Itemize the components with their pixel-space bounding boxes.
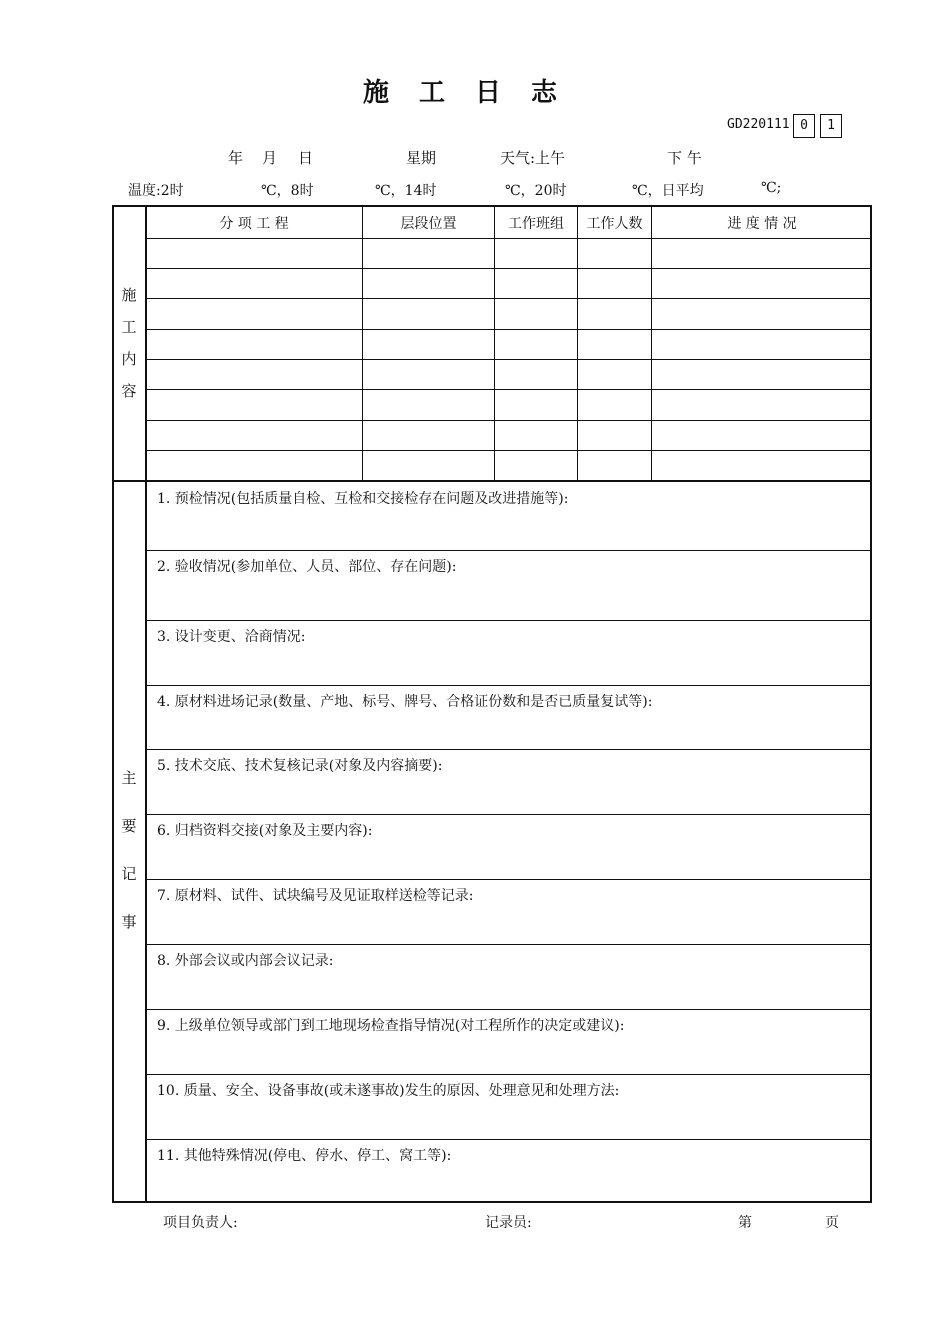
construction-side-label: 施 工 内 容: [121, 286, 137, 400]
column-header-progress: 进 度 情 况: [727, 216, 797, 232]
temp-2h: ℃，8时: [261, 183, 314, 199]
table-row-line: [146, 329, 872, 330]
record-item-7: 7. 原材料、试件、试块编号及见证取样送检等记录:: [157, 888, 474, 904]
record-item-3: 3. 设计变更、洽商情况:: [157, 629, 306, 645]
recorder-label: 记录员:: [485, 1215, 532, 1231]
record-divider: [146, 1139, 872, 1140]
table-row-line: [146, 298, 872, 299]
table-row-line: [146, 359, 872, 360]
table-row-line: [146, 389, 872, 390]
temp-20h: ℃，日平均: [632, 183, 704, 199]
table-row-line: [146, 450, 872, 451]
form-code: GD220111: [727, 117, 790, 132]
record-divider: [146, 620, 872, 621]
record-item-6: 6. 归档资料交接(对象及主要内容):: [157, 823, 373, 839]
record-divider: [146, 749, 872, 750]
record-item-8: 8. 外部会议或内部会议记录:: [157, 953, 334, 969]
record-divider: [146, 685, 872, 686]
weather-pm-label: 下 午: [667, 149, 702, 167]
page-suffix: 页: [825, 1215, 839, 1231]
day-label: 日: [298, 149, 314, 167]
section-divider: [112, 480, 872, 482]
column-divider: [362, 205, 363, 480]
column-header-location: 层段位置: [400, 216, 457, 232]
record-divider: [146, 1009, 872, 1010]
record-item-10: 10. 质量、安全、设备事故(或未遂事故)发生的原因、处理意见和处理方法:: [157, 1083, 620, 1099]
month-label: 月: [262, 149, 278, 167]
temp-average: ℃;: [761, 180, 782, 196]
record-divider: [146, 1074, 872, 1075]
column-header-item: 分 项 工 程: [219, 216, 289, 232]
page-prefix: 第: [738, 1215, 752, 1231]
table-row-line: [146, 420, 872, 421]
column-divider: [577, 205, 578, 480]
record-divider: [146, 944, 872, 945]
record-item-4: 4. 原材料进场记录(数量、产地、标号、牌号、合格证份数和是否已质量复试等):: [157, 694, 653, 710]
temp-label: 温度:2时: [128, 183, 184, 199]
column-divider: [651, 205, 652, 480]
weekday-label: 星期: [406, 149, 437, 167]
record-divider: [146, 879, 872, 880]
record-divider: [146, 814, 872, 815]
column-divider: [494, 205, 495, 480]
record-divider: [146, 550, 872, 551]
page-title: 施工日志: [362, 78, 587, 108]
column-header-headcount: 工作人数: [586, 216, 643, 232]
record-item-11: 11. 其他特殊情况(停电、停水、停工、窝工等):: [157, 1148, 452, 1164]
record-item-2: 2. 验收情况(参加单位、人员、部位、存在问题):: [157, 559, 457, 575]
record-item-9: 9. 上级单位领导或部门到工地现场检查指导情况(对工程所作的决定或建议):: [157, 1018, 625, 1034]
record-item-1: 1. 预检情况(包括质量自检、互检和交接检存在问题及改进措施等):: [157, 491, 569, 507]
record-item-5: 5. 技术交底、技术复核记录(对象及内容摘要):: [157, 758, 443, 774]
project-lead-label: 项目负责人:: [163, 1215, 238, 1231]
records-side-label: 主 要 记 事: [121, 769, 137, 931]
code-box-1: 0: [793, 114, 815, 138]
weather-am-label: 天气:上午: [500, 149, 566, 167]
code-box-2: 1: [820, 114, 842, 138]
column-header-team: 工作班组: [508, 216, 564, 232]
temp-14h: ℃，20时: [505, 183, 567, 199]
year-label: 年: [228, 149, 244, 167]
table-row-line: [146, 238, 872, 239]
temp-8h: ℃，14时: [375, 183, 437, 199]
table-row-line: [146, 268, 872, 269]
